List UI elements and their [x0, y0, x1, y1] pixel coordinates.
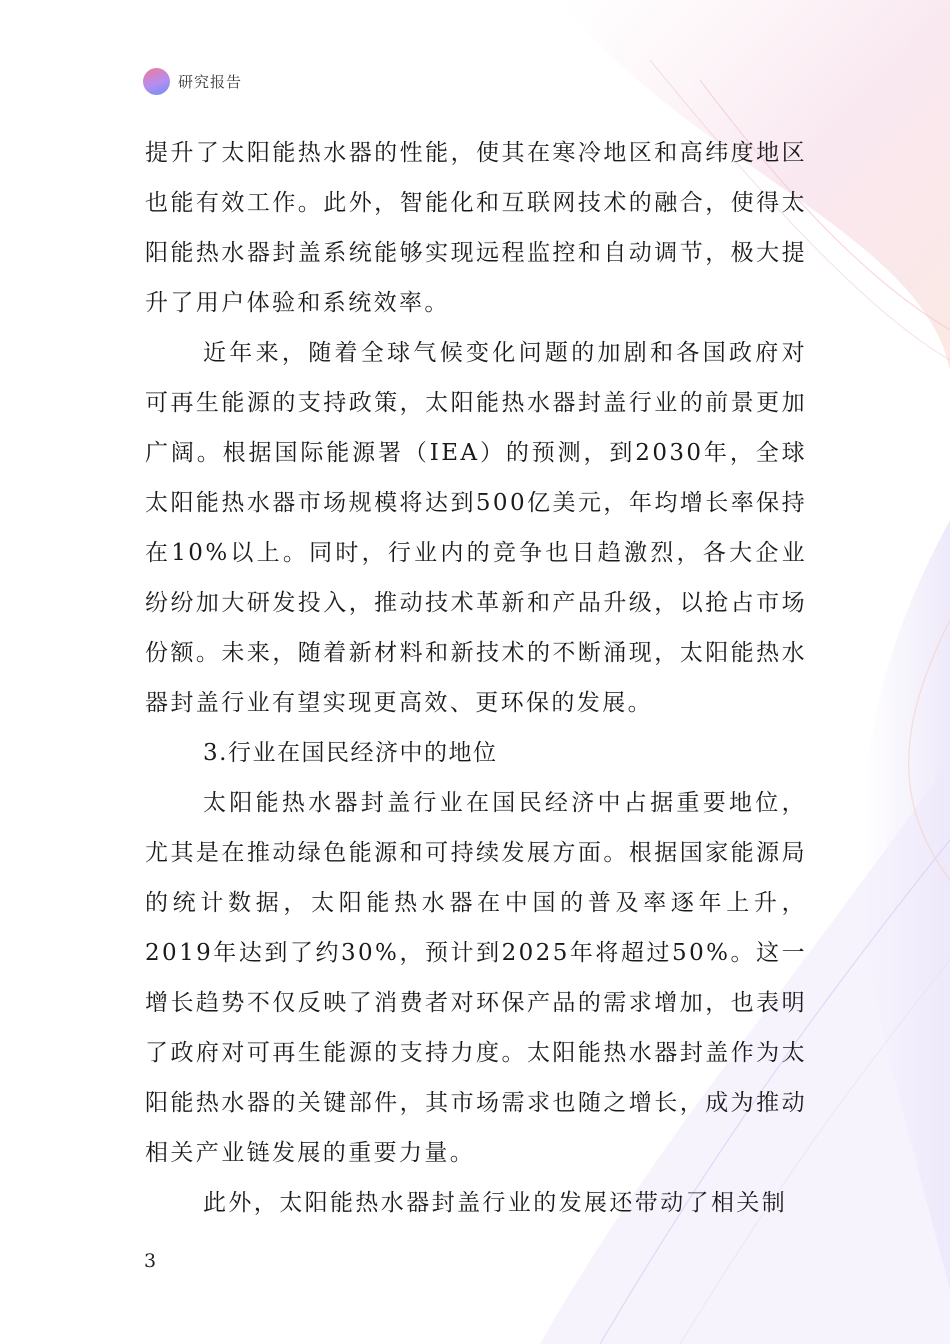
section-heading: 3.行业在国民经济中的地位 [203, 740, 498, 766]
header-title: 研究报告 [178, 72, 243, 91]
page-number: 3 [144, 1250, 157, 1272]
paragraph-2: 近年来，随着全球气候变化问题的加剧和各国政府对可再生能源的支持政策，太阳能热水器封盖行业的前景更加广阔。根据国际能源署（IEA）的预测，到2030年，全球太阳能热水器市场规模将达到500亿美元，年均增长率保持在10%以上。同时，行业内的竞争也日趋激烈，各大企业纷纷加大研发投入，推动技术革新和产品升级，以抢占市场份额。未来，随着新材料和新技术的不断涌现，太阳能热水器封盖行业有望实现更高效、更环保的发展。 [145, 340, 807, 716]
report-header [143, 66, 242, 96]
logo-circle-icon [143, 68, 170, 95]
document-body [145, 128, 807, 1228]
paragraph-4: 此外，太阳能热水器封盖行业的发展还带动了相关制 [203, 1190, 788, 1216]
paragraph-3: 太阳能热水器封盖行业在国民经济中占据重要地位，尤其是在推动绿色能源和可持续发展方面。根据国家能源局的统计数据，太阳能热水器在中国的普及率逐年上升，2019年达到了约30%，预计到2025年将超过50%。这一增长趋势不仅反映了消费者对环保产品的需求增加，也表明了政府对可再生能源的支持力度。太阳能热水器封盖作为太阳能热水器的关键部件，其市场需求也随之增长，成为推动相关产业链发展的重要力量。 [145, 790, 807, 1166]
paragraph-1: 提升了太阳能热水器的性能，使其在寒冷地区和高纬度地区也能有效工作。此外，智能化和互联网技术的融合，使得太阳能热水器封盖系统能够实现远程监控和自动调节，极大提升了用户体验和系统效率。 [145, 140, 807, 316]
